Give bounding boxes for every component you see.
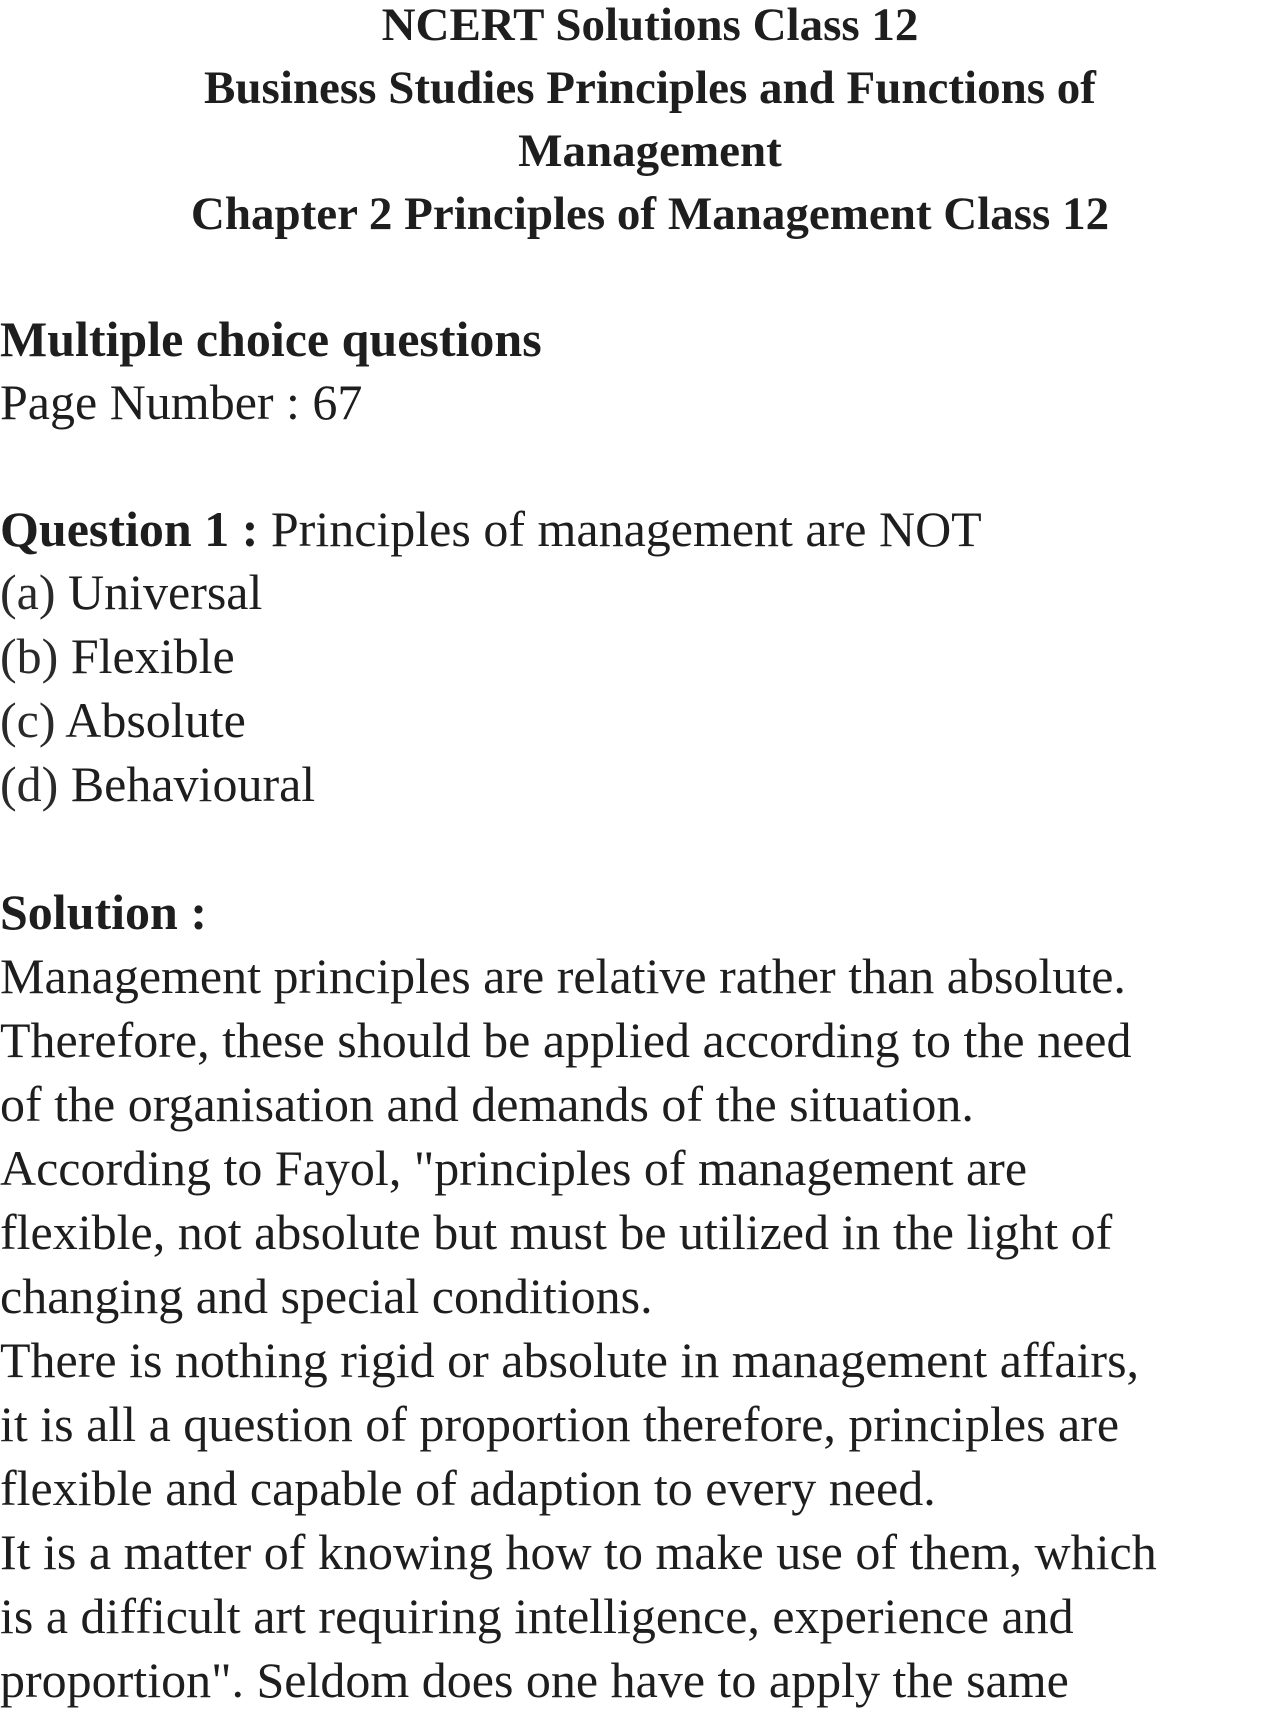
solution-line: Management principles are relative rather than absolute. [0, 948, 1126, 1004]
question-text: Principles of management are NOT [258, 501, 982, 557]
title-line-4: Chapter 2 Principles of Management Class 12 [190, 188, 1110, 240]
page-number-label: Page Number : 67 [0, 374, 363, 430]
option-text: Flexible [58, 628, 235, 684]
solution-line: flexible, not absolute but must be utilized in the light of [0, 1204, 1113, 1260]
solution-heading: Solution : [0, 884, 208, 940]
option-c [0, 688, 246, 752]
document-title [0, 0, 1285, 246]
solution-line: of the organisation and demands of the situation. [0, 1076, 974, 1132]
title-line-3: Management [518, 125, 782, 177]
question-label: Question 1 : [0, 501, 259, 557]
option-letter: (d) [0, 756, 59, 812]
option-text: Behavioural [58, 756, 316, 812]
option-b [0, 624, 235, 688]
solution-line: It is a matter of knowing how to make use of them, which [0, 1524, 1157, 1580]
solution-line: flexible and capable of adaption to every need. [0, 1460, 936, 1516]
option-letter: (b) [0, 628, 59, 684]
section-heading: Multiple choice questions [0, 311, 542, 367]
option-text: Universal [55, 564, 263, 620]
solution-line: proportion". Seldom does one have to apply the same [0, 1652, 1069, 1708]
solution-line: There is nothing rigid or absolute in management affairs, [0, 1332, 1140, 1388]
option-letter: (c) [0, 692, 56, 748]
solution-line: it is all a question of proportion therefore, principles are [0, 1396, 1120, 1452]
solution-line: is a difficult art requiring intelligence, experience and [0, 1588, 1074, 1644]
option-letter: (a) [0, 564, 56, 620]
title-line-1: NCERT Solutions Class 12 [381, 0, 919, 51]
solution-line: Therefore, these should be applied according to the need [0, 1012, 1132, 1068]
option-text: Absolute [55, 692, 246, 748]
question-1 [0, 497, 982, 561]
solution-line: changing and special conditions. [0, 1268, 653, 1324]
title-line-2: Business Studies Principles and Functions of [204, 62, 1096, 114]
option-a [0, 560, 262, 624]
solution-line: According to Fayol, "principles of management are [0, 1140, 1028, 1196]
option-d [0, 752, 315, 816]
